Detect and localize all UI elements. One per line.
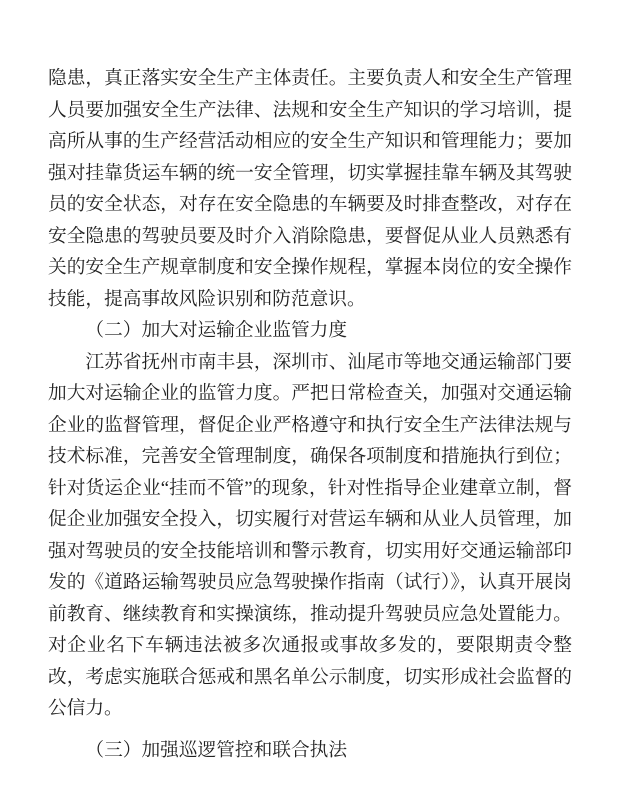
section-heading-3: （三）加强巡逻管控和联合执法 [85, 739, 348, 761]
paragraph-continuation: 隐患，真正落实安全生产主体责任。主要负责人和安全生产管理人员要加强安全生产法律、法规和安全生产知识的学习培训，提高所从事的生产经营活动相应的安全生产知识和管理能力；要加强对挂靠货运车辆的统一安全管理，切实掌握挂靠车辆及其驾驶员的安全状态，对存在安全隐患的车辆要及时排查整改，对存在安全隐患的驾驶员要及时介入消除隐患，要督促从业人员熟悉有关的安全生产规章制度和安全操作规程，掌握本岗位的安全操作技能，提高事故风险识别和防范意识。 [48, 68, 572, 310]
paragraph-section-2: 江苏省抚州市南丰县，深圳市、汕尾市等地交通运输部门要加大对运输企业的监管力度。严把日常检查关，加强对交通运输企业的监督管理，督促企业严格遵守和执行安全生产法律法规与技术标准，完善安全管理制度，确保各项制度和措施执行到位；针对货运企业“挂而不管”的现象，针对性指导企业建章立制，督促企业加强安全投入，切实履行对营运车辆和从业人员管理，加强对驾驶员的安全技能培训和警示教育，切实用好交通运输部印发的《道路运输驾驶员应急驾驶操作指南（试行）》，认真开展岗前教育、继续教育和实操演练，推动提升驾驶员应急处置能力。对企业名下车辆违法被多次通报或事故多发的，要限期责令整改，考虑实施联合惩戒和黑名单公示制度，切实形成社会监督的公信力。 [48, 351, 572, 719]
section-heading-2: （二）加大对运输企业监管力度 [85, 320, 348, 341]
document-body [48, 63, 572, 766]
